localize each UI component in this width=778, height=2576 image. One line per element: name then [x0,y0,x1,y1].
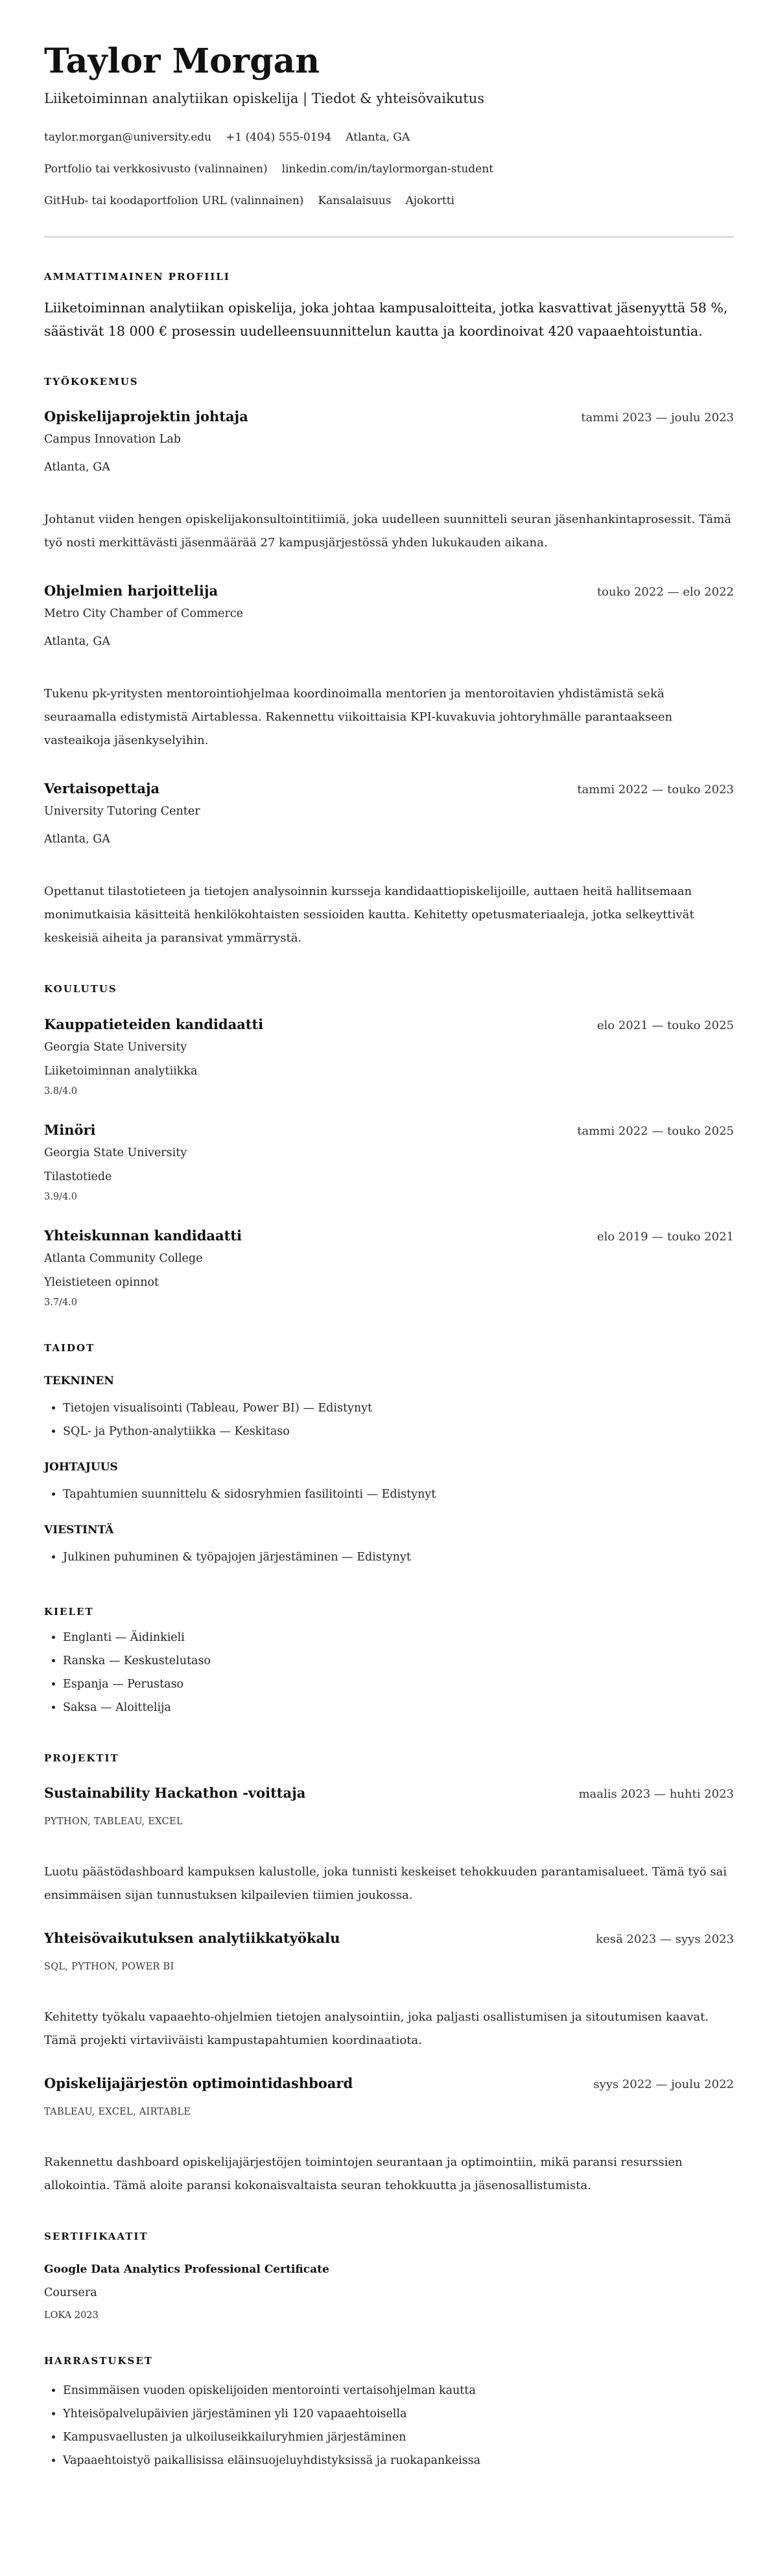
project-dates: syys 2022 — joulu 2022 [593,2078,734,2091]
section-heading: AMMATTIMAINEN PROFIILI [44,271,230,283]
school: Georgia State University [44,1041,187,1054]
projects-section [44,1752,734,2198]
education-dates: elo 2021 — touko 2025 [596,1019,734,1032]
language-item: • Saksa — Aloittelija [63,1696,734,1719]
phone: +1 (404) 555-0194 [226,131,332,144]
drivers-license: Ajokortti [405,194,454,207]
job-dates: tammi 2022 — touko 2023 [577,783,734,796]
experience-entry [44,582,734,752]
project-tech: SQL, PYTHON, POWER BI [44,1962,174,1972]
language-item: • Espanja — Perustaso [63,1673,734,1696]
job-dates: touko 2022 — elo 2022 [596,585,734,599]
job-title: Ohjelmien harjoittelija [44,583,218,599]
job-location: Atlanta, GA [44,461,110,474]
job-title: Opiskelijaprojektin johtaja [44,408,248,424]
section-heading: KOULUTUS [44,983,117,995]
project-description: Luotu päästödashboard kampuksen kalustolle, joka tunnisti keskeiset tehokkuuden parantamisalueet. Tämä työ sai ensimmäisen sijan tunnustuksen kilpailevien tiimien joukossa. [44,1865,727,1902]
job-dates: tammi 2023 — joulu 2023 [581,411,734,424]
candidate-name: Taylor Morgan [44,41,320,81]
degree: Yhteiskunnan kandidaatti [44,1227,242,1244]
section-heading: TAIDOT [44,1342,95,1354]
language-item: • Englanti — Äidinkieli [63,1626,734,1649]
skill-item: • Tietojen visualisointi (Tableau, Power BI) — Edistynyt [63,1397,734,1420]
skill-list [44,1546,734,1569]
project-tech: TABLEAU, EXCEL, AIRTABLE [44,2107,191,2117]
interests-section [44,2354,734,2472]
job-organization: Metro City Chamber of Commerce [44,607,243,620]
education-section [44,982,734,1309]
certifications-section [44,2230,734,2322]
gpa: 3.9/4.0 [44,1192,78,1202]
school: Atlanta Community College [44,1252,203,1265]
resume-header [44,42,734,209]
gpa: 3.7/4.0 [44,1297,78,1308]
job-description: Opettanut tilastotieteen ja tietojen analysoinnin kursseja kandidaattiopiskelijoille, auttaen heitä hallitsemaan monimutkaisia käsitteitä henkilökohtaisten sessioiden kautta. Kehitetty opetusmateriaaleja, jotka selkeyttivät keskeisiä aiheita ja paransivat ymmärrystä. [44,885,694,945]
skill-group-heading: VIESTINTÄ [44,1524,114,1537]
project-tech: PYTHON, TABLEAU, EXCEL [44,1816,183,1827]
school: Georgia State University [44,1146,187,1159]
experience-entry [44,780,734,950]
contact-row [44,161,734,177]
languages-section [44,1605,734,1719]
project-dates: maalis 2023 — huhti 2023 [578,1787,734,1801]
section-heading: SERTIFIKAATIT [44,2231,148,2242]
skill-list [44,1483,734,1506]
section-heading: HARRASTUKSET [44,2355,153,2367]
skill-group-heading: JOHTAJUUS [44,1461,118,1474]
location: Atlanta, GA [346,131,410,144]
section-heading: KIELET [44,1606,94,1618]
project-title: Sustainability Hackathon -voittaja [44,1785,306,1801]
job-location: Atlanta, GA [44,635,110,648]
skills-section [44,1341,734,1569]
language-list [44,1626,734,1719]
field-of-study: Tilastotiede [44,1170,112,1183]
degree: Minöri [44,1122,96,1138]
project-entry [44,2074,734,2198]
job-title: Vertaisopettaja [44,780,160,796]
skill-item: • Julkinen puhuminen & työpajojen järjestäminen — Edistynyt [63,1546,734,1569]
project-dates: kesä 2023 — syys 2023 [596,1932,734,1946]
project-entry [44,1929,734,2052]
interest-item: • Kampusvaellusten ja ulkoiluseikkailuryhmien järjestäminen [63,2426,734,2449]
field-of-study: Yleistieteen opinnot [44,1276,159,1289]
headline: Liiketoiminnan analytiikan opiskelija | Tiedot & yhteisövaikutus [44,91,485,106]
project-description: Rakennettu dashboard opiskelijajärjestöjen toimintojen seurantaan ja optimointiin, mikä paransi resurssien allokointia. Tämä aloite paransi kokonaisvaltaista seuran tehokkuutta ja jäsenosallistumista. [44,2155,683,2192]
skill-item: • SQL- ja Python-analytiikka — Keskitaso [63,1420,734,1443]
education-entry [44,1121,734,1203]
field-of-study: Liiketoiminnan analytiikka [44,1065,198,1078]
skill-item: • Tapahtumien suunnittelu & sidosryhmien fasilitointi — Edistynyt [63,1483,734,1506]
project-title: Yhteisövaikutuksen analytiikkatyökalu [44,1930,340,1946]
education-dates: tammi 2022 — touko 2025 [577,1124,734,1138]
job-description: Tukenu pk-yritysten mentorointiohjelmaa koordinoimalla mentorien ja mentoroitavien yhdistämistä sekä seuraamalla edistymistä Airtablessa. Rakennettu viikoittaisia KPI-kuvakuvia johtoryhmälle parantaakseen vasteaikoja jäsenkyselyihin. [44,687,673,747]
certificate-issuer: Coursera [44,2286,97,2299]
citizenship: Kansalaisuus [318,194,392,207]
section-heading: PROJEKTIT [44,1752,119,1764]
interest-list [44,2379,734,2472]
interest-item: • Vapaaehtoistyö paikallisissa eläinsuojeluyhdistyksissä ja ruokapankeissa [63,2449,734,2472]
section-heading: TYÖKOKEMUS [44,376,139,388]
job-organization: University Tutoring Center [44,805,200,818]
profile-summary: Liiketoiminnan analytiikan opiskelija, joka johtaa kampusaloitteita, jotka kasvattivat jäsenyyttä 58 %, säästivät 18 000 € prosessin uudelleensuunnittelun kautta ja koordinoivat 420 vapaaehtoistuntia. [44,300,728,339]
project-title: Opiskelijajärjestön optimointidashboard [44,2075,353,2091]
job-description: Johtanut viiden hengen opiskelijakonsultointitiimiä, joka uudelleen suunnitteli seuran jäsenhankintaprosessit. Tämä työ nosti merkittävästi jäsenmäärää 27 kampusjärjestössä yhden lukukauden aikana. [44,513,731,550]
degree: Kauppatieteiden kandidaatti [44,1016,264,1032]
job-location: Atlanta, GA [44,833,110,846]
contact-row [44,193,734,209]
education-dates: elo 2019 — touko 2021 [596,1230,734,1244]
interest-item: • Yhteisöpalvelupäivien järjestäminen yli 120 vapaaehtoisella [63,2402,734,2426]
job-organization: Campus Innovation Lab [44,433,181,446]
certificate-title: Google Data Analytics Professional Certificate [44,2263,329,2276]
contact-row [44,130,734,145]
linkedin-link[interactable]: linkedin.com/in/taylormorgan-student [281,163,494,176]
gpa: 3.8/4.0 [44,1086,78,1097]
email-link[interactable]: taylor.morgan@university.edu [44,131,212,144]
experience-section [44,375,734,950]
skill-group-heading: TEKNINEN [44,1375,114,1387]
header-divider [44,236,734,238]
certificate-date: LOKA 2023 [44,2310,99,2321]
language-item: • Ranska — Keskustelutaso [63,1649,734,1673]
skill-list [44,1397,734,1443]
github-link[interactable]: GitHub- tai koodaportfolion URL (valinnainen) [44,194,304,207]
experience-entry [44,408,734,555]
project-description: Kehitetty työkalu vapaaehto-ohjelmien tietojen analysointiin, joka paljasti osallistumisen ja sitoutumisen kaavat. Tämä projekti virtaviiväisti kampustapahtumien koordinaatiota. [44,2010,709,2047]
education-entry [44,1015,734,1098]
project-entry [44,1784,734,1907]
interest-item: • Ensimmäisen vuoden opiskelijoiden mentorointi vertaisohjelman kautta [63,2379,734,2402]
profile-section [44,270,734,343]
education-entry [44,1227,734,1309]
portfolio-link[interactable]: Portfolio tai verkkosivusto (valinnainen) [44,163,268,176]
